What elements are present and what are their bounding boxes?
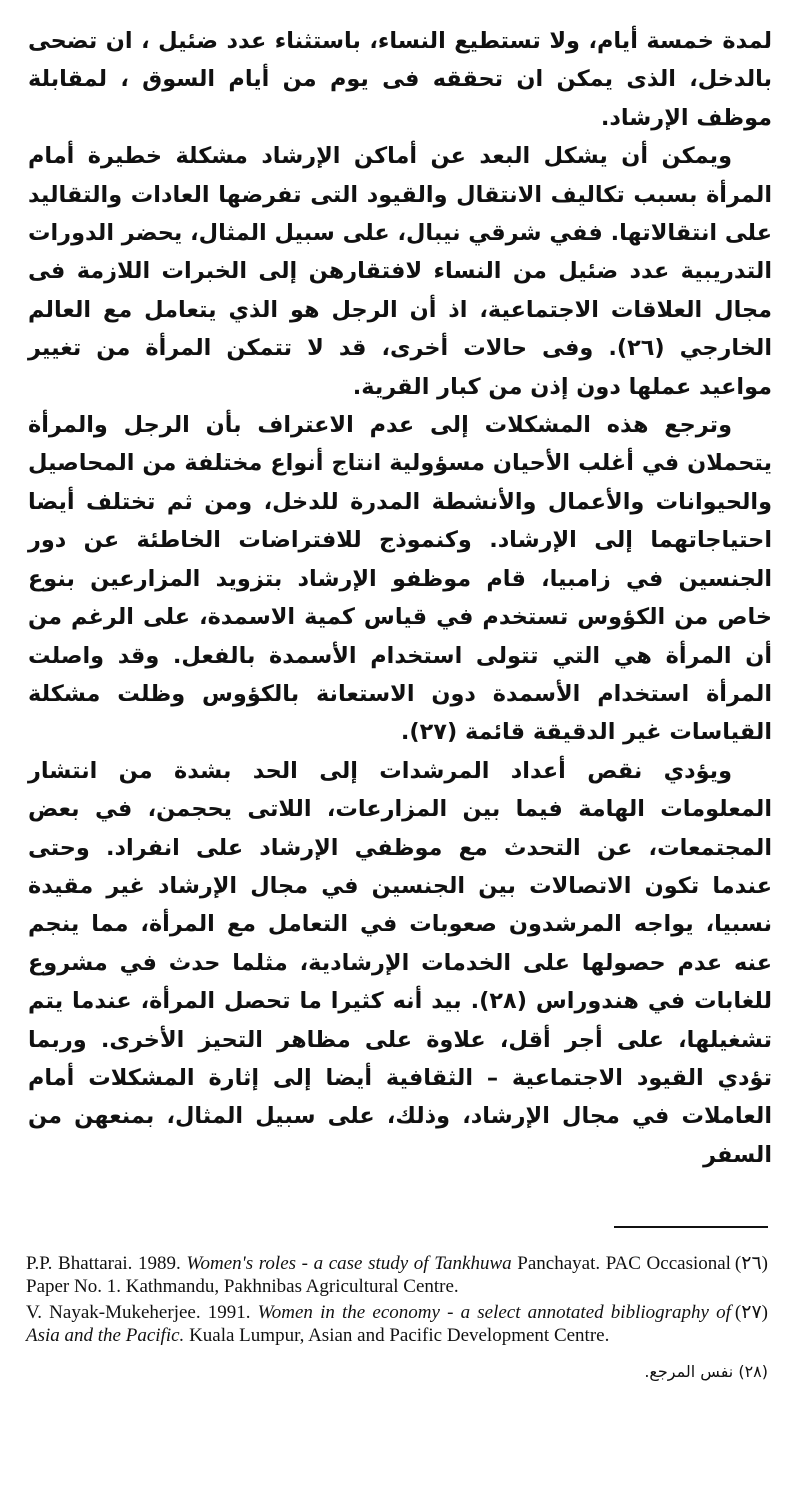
footnote-details: Panchayat. PAC Occasional Paper No. 1. Kathmandu, Pakhnibas Agricultural Centre. — [26, 1253, 731, 1297]
footnote-28: (٢٨) نفس المرجع. — [644, 1362, 768, 1381]
footnote-number: (٢٧) — [734, 1302, 768, 1323]
paragraph-4: ويؤدي نقص أعداد المرشدات إلى الحد بشدة من انتشار المعلومات الهامة فيما بين المزارعات، اللاتى يحجمن، في بعض المجتمعات، عن التحدث مع موظفي الإرشاد على انفراد. وحتى عندما تكون الاتصالات بين الجنسين في مجال الإرشاد غير مقيدة نسبيا، يواجه المرشدون صعوبات في التعامل مع المرأة، مما ينجم عنه عدم حصولها على الخدمات الإرشادية، مثلما حدث في مشروع للغابات في هندوراس (٢٨). بيد أنه كثيرا ما تحصل المرأة، عندما يتم تشغيلها، على أجر أقل، علاوة على مظاهر التحيز الأخرى. وربما تؤدي القيود الاجتماعية – الثقافية أيضا إلى إثارة المشكلات أمام العاملات في مجال الإرشاد، وذلك، على سبيل المثال، بمنعهن من السفر — [28, 757, 772, 1168]
main-text — [28, 22, 772, 1174]
footnote-title: Women in the economy - a select annotated bibliography of Asia and the Pacific. — [26, 1302, 731, 1346]
footnotes — [26, 1252, 768, 1399]
paragraph-3: وترجع هذه المشكلات إلى عدم الاعتراف بأن الرجل والمرأة يتحملان في أغلب الأحيان مسؤولية انتاج أنواع مختلفة من المحاصيل والحيوانات والأعمال والأنشطة المدرة للدخل، ومن ثم تختلف أيضا احتياجاتهما إلى الإرشاد. وكنموذج للافتراضات الخاطئة عن دور الجنسين في زامبيا، قام موظفو الإرشاد بتزويد المزارعين بنوع خاص من الكؤوس تستخدم في قياس كمية الاسمدة، على الرغم من أن المرأة هي التي تتولى استخدام الأسمدة بالفعل. وقد واصلت المرأة استخدام الأسمدة دون الاستعانة بالكؤوس وظلت مشكلة القياسات غير الدقيقة قائمة (٢٧). — [28, 412, 772, 746]
footnote-author: V. Nayak-Mukeherjee. 1991. — [26, 1302, 251, 1323]
footnote-title: Women's roles - a case study of Tankhuwa — [186, 1253, 512, 1274]
footnote-details: Kuala Lumpur, Asian and Pacific Development Centre. — [189, 1325, 610, 1346]
footnote-27 — [26, 1301, 768, 1347]
footnote-divider — [614, 1226, 768, 1228]
paragraph-2: ويمكن أن يشكل البعد عن أماكن الإرشاد مشكلة خطيرة أمام المرأة بسبب تكاليف الانتقال والقيود التى تفرضها العادات والتقاليد على انتقالاتها. ففي شرقي نيبال، على سبيل المثال، يحضر الدورات التدريبية عدد ضئيل من النساء لافتقارهن إلى الخبرات اللازمة فى مجال العلاقات الاجتماعية، اذ أن الرجل هو الذي يتعامل مع العالم الخارجي (٢٦). وفى حالات أخرى، قد لا تتمكن المرأة من تغيير مواعيد عملها دون إذن من كبار القرية. — [28, 143, 772, 400]
footnote-author: P.P. Bhattarai. 1989. — [26, 1253, 181, 1274]
footnote-number: (٢٦) — [734, 1253, 768, 1274]
footnote-26 — [26, 1252, 768, 1298]
paragraph-1: لمدة خمسة أيام، ولا تستطيع النساء، باستثناء عدد ضئيل ، ان تضحى بالدخل، الذى يمكن ان تحققه فى يوم من أيام السوق ، لمقابلة موظف الإرشاد. — [28, 28, 772, 131]
